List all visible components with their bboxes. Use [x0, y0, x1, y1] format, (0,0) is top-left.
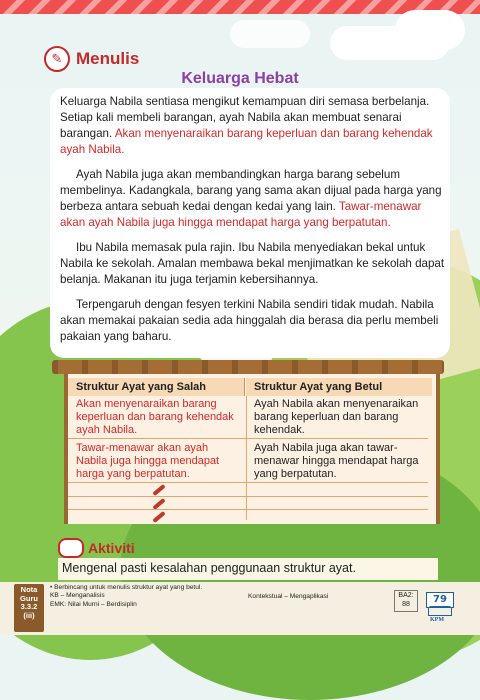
- nota-sub: (iii): [23, 610, 35, 620]
- book-icon: [428, 606, 452, 616]
- page-number: 79: [426, 592, 454, 608]
- column-divider: [246, 396, 247, 520]
- page-title: Keluarga Hebat: [181, 70, 299, 87]
- answer-board: [58, 360, 438, 528]
- row2-wrong: Tawar-menawar akan ayah Nabila juga hingga mendapat harga yang berpatutan.: [76, 442, 220, 480]
- row-divider: [68, 438, 428, 439]
- story-card: [50, 88, 450, 358]
- cloud: [230, 20, 310, 48]
- row-divider: [68, 496, 428, 497]
- cloud: [395, 10, 465, 50]
- nota-code: 3.3.2: [20, 602, 38, 611]
- section-label: Menulis: [76, 49, 140, 68]
- teacher-note-badge: [14, 584, 44, 632]
- publisher-logo: KPM: [430, 617, 444, 623]
- pen-icon: ✎: [44, 46, 70, 72]
- paragraph-4: Terpengaruh dengan fesyen terkini Nabila sendiri tidak mudah. Nabila akan memakai pakaian sedia ada hinggalah dia berasa dia perlu membeli pakaian yang baharu.: [60, 298, 439, 343]
- footer-note: KB – Menganalisis: [50, 592, 105, 600]
- section-heading: [44, 46, 139, 72]
- paragraph-1-text: Keluarga Nabila sentiasa mengikut kemampuan diri semasa berbelanja. Setiap kali membeli barangan, ayah Nabila akan membuat senarai barangan.: [60, 95, 430, 140]
- footer-mid-note: Kontekstual – Mengaplikasi: [248, 593, 329, 600]
- footer-note: • Berbincang untuk menulis struktur ayat yang betul.: [50, 584, 203, 591]
- row-divider: [68, 509, 428, 510]
- ba-reference: [394, 590, 418, 612]
- row1-wrong: Akan menyenaraikan barang keperluan dan barang kehendak ayah Nabila.: [76, 398, 234, 436]
- ba-line1: BA2:: [398, 592, 414, 599]
- ba-line2: 88: [402, 601, 410, 608]
- activity-text: Mengenal pasti kesalahan penggunaan struktur ayat.: [62, 561, 356, 575]
- footer-notes: [50, 584, 250, 609]
- header-wrong: Struktur Ayat yang Salah: [68, 378, 245, 396]
- header-correct: Struktur Ayat yang Betul: [246, 378, 432, 396]
- nota-line1: Nota: [20, 585, 38, 594]
- activity-heading: [58, 538, 135, 558]
- footer-note: EMK: Nilai Murni – Berdisiplin: [50, 600, 137, 608]
- board-frame: [52, 360, 444, 374]
- row2-correct: Ayah Nabila juga akan tawar-menawar hingga mendapat harga yang berpatutan.: [254, 442, 419, 480]
- paragraph-2: [60, 167, 446, 231]
- paragraph-1: [60, 94, 446, 158]
- row-divider: [68, 482, 428, 483]
- activity-icon: [58, 538, 84, 558]
- activity-label: Aktiviti: [88, 540, 135, 556]
- paragraph-2-error: Tawar-menawar akan ayah Nabila juga hingga mendapat harga yang berpatutan.: [60, 200, 422, 229]
- paragraph-1-error: Akan menyenaraikan barang keperluan dan barang kehendak ayah Nabila.: [60, 127, 433, 156]
- nota-line2: Guru: [20, 593, 38, 603]
- paragraph-3: Ibu Nabila memasak pula rajin. Ibu Nabila menyediakan bekal untuk Nabila ke sekolah. Amalan membawa bekal menjimatkan ke sekolah dapat belanja. Makanan itu juga terjamin kebersihannya.: [60, 241, 445, 286]
- paragraph-2-text: Ayah Nabila juga akan membandingkan harga barang sebelum membelinya. Kadangkala, barang yang sama akan dijual pada harga yang berbeza antara sebuah kedai dengan kedai yang lain.: [60, 168, 442, 213]
- row1-correct: Ayah Nabila akan menyenaraikan barang keperluan dan barang kehendak.: [254, 398, 419, 436]
